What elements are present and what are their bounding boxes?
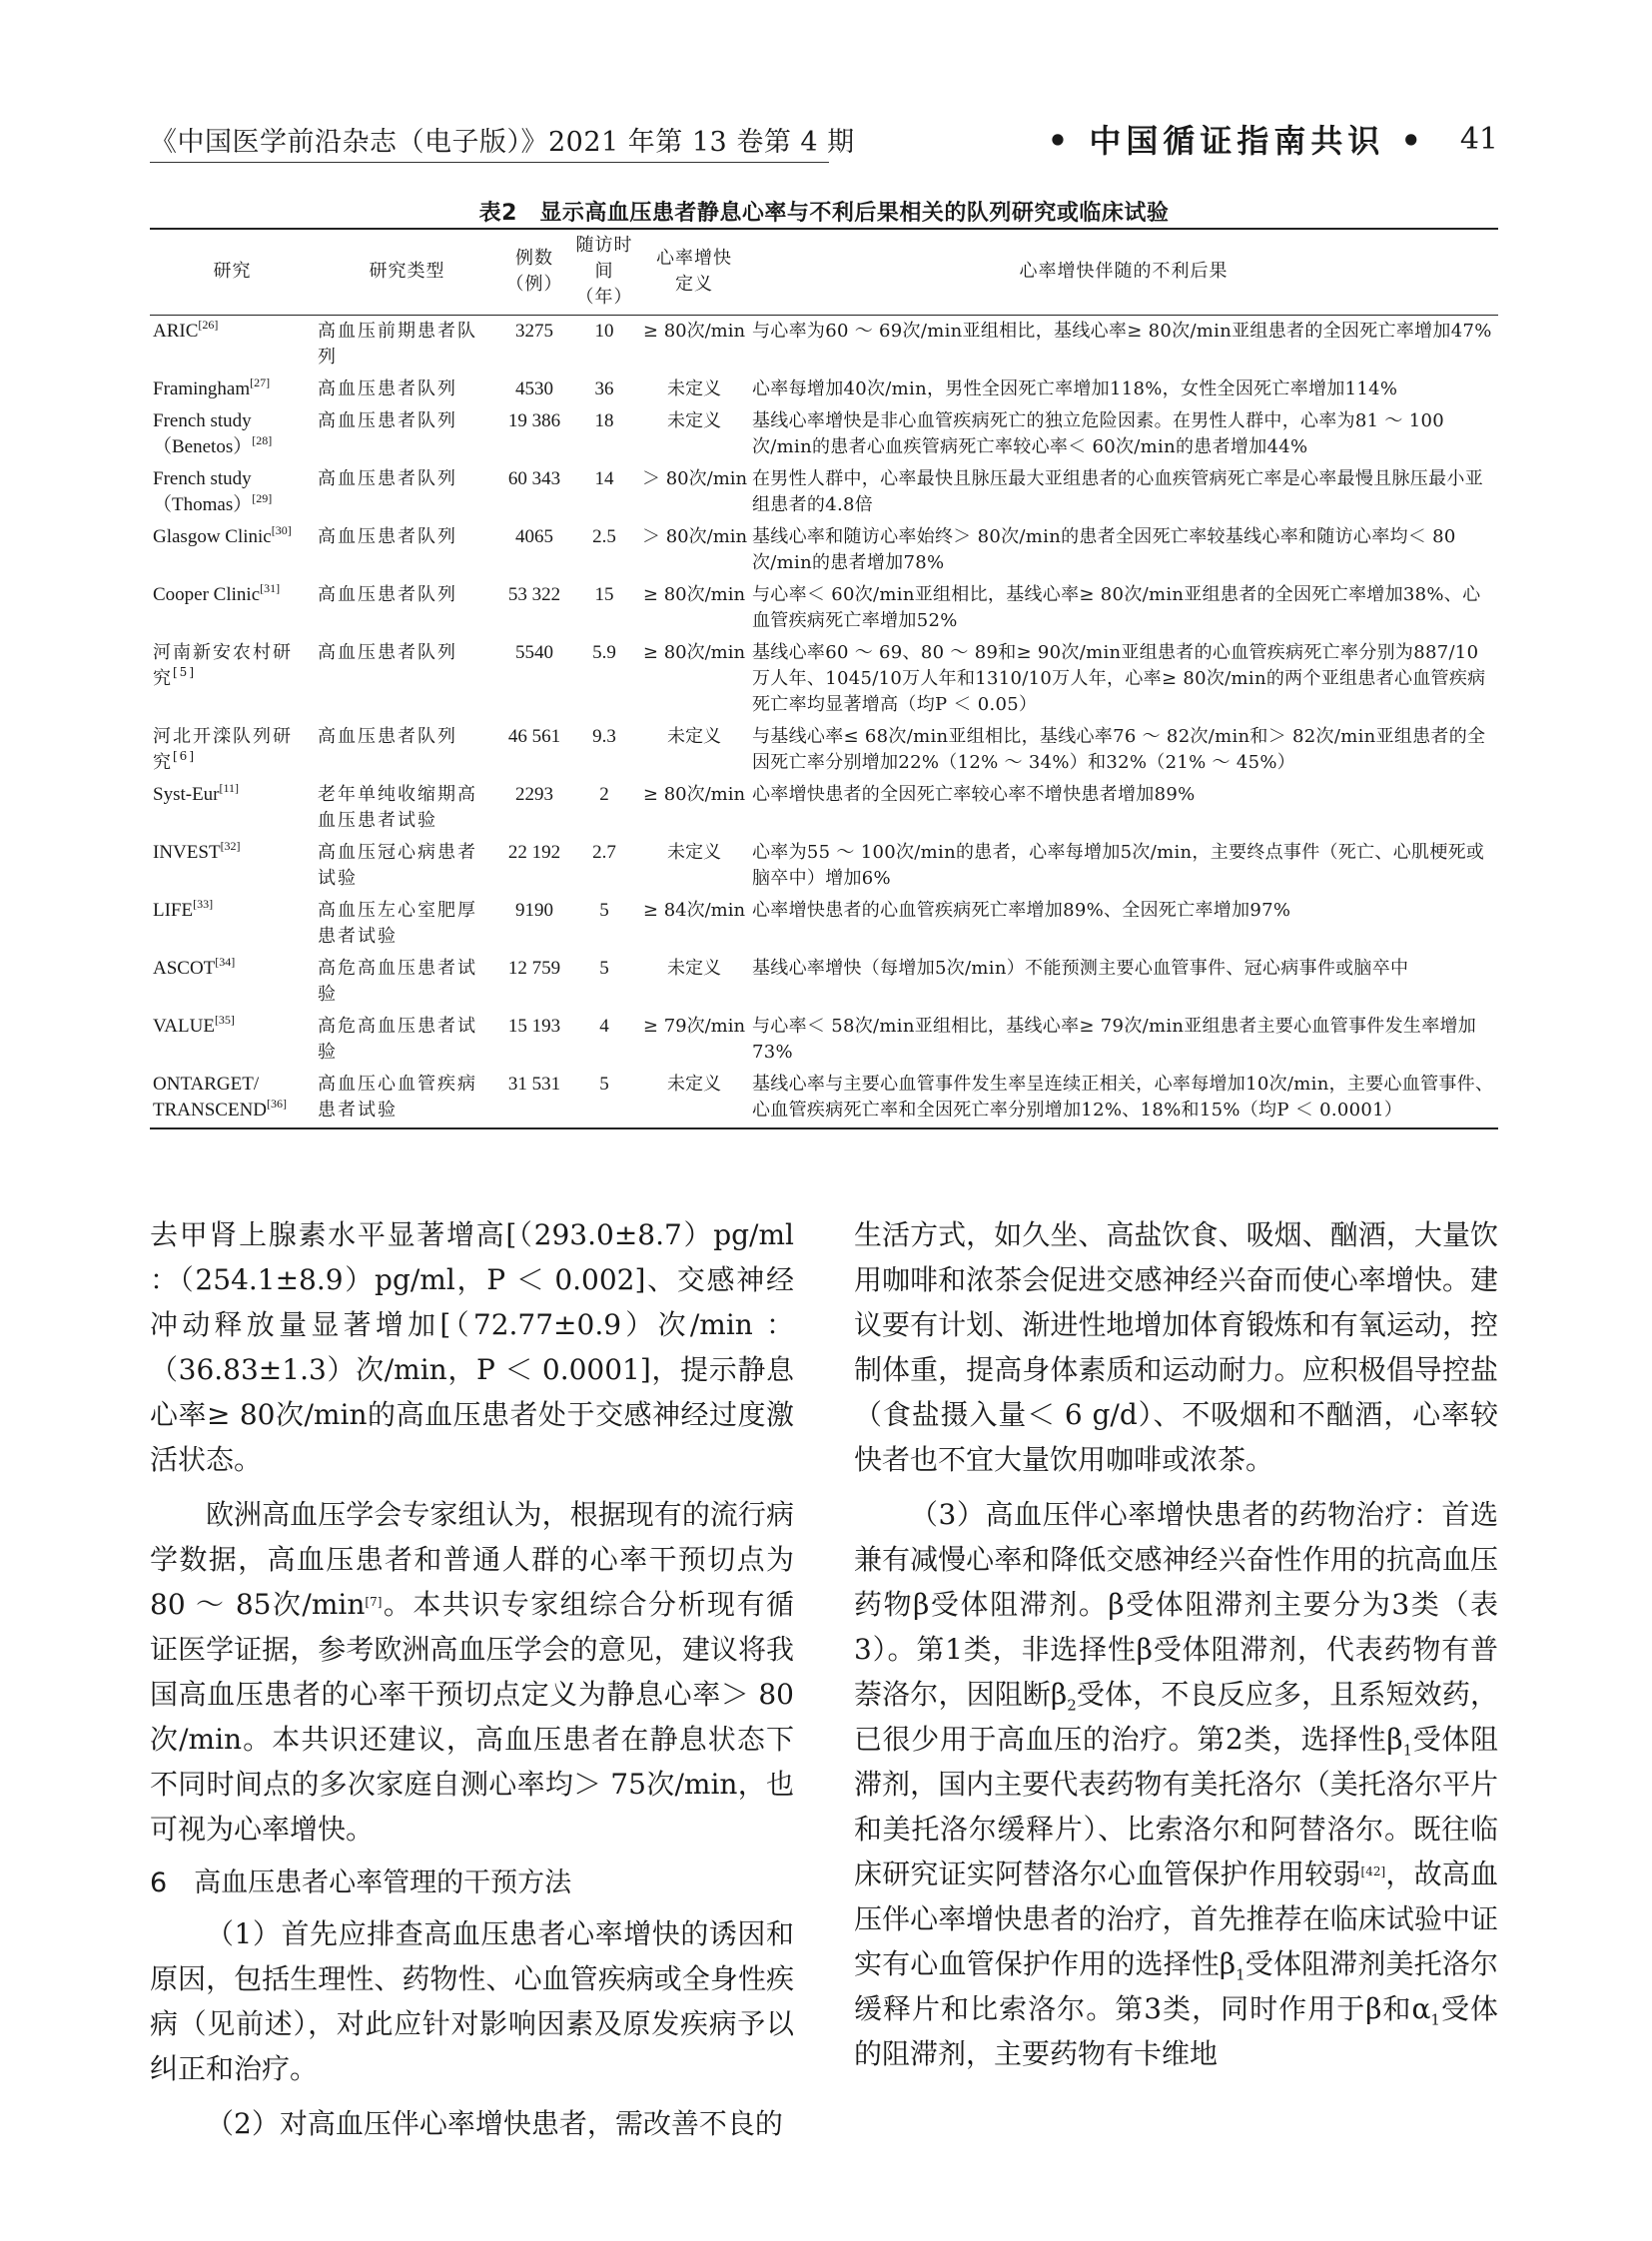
cell-study: 河北开滦队列研究[6] (153, 726, 293, 773)
cell-n: 9190 (515, 900, 553, 921)
cell-study: French study （Thomas）[29] (153, 468, 273, 515)
cell-definition: 未定义 (667, 726, 721, 747)
paragraph: （2）对高血压伴心率增快患者，需改善不良的 (206, 2107, 783, 2140)
cell-type: 高血压心血管疾病患者试验 (315, 1069, 499, 1128)
cell-study: Glasgow Clinic[30] (153, 523, 292, 547)
cell-type: 高血压患者队列 (318, 526, 457, 547)
header-definition: 心率增快 定义 (639, 229, 749, 316)
cell-n: 3275 (515, 321, 553, 342)
cell-type: 高血压患者队列 (318, 726, 457, 747)
table-row (150, 953, 1498, 1011)
header-n: 例数 （例） (499, 229, 569, 316)
cell-study: INVEST[32] (153, 839, 241, 863)
table-row (150, 637, 1498, 721)
table-row (150, 721, 1498, 779)
cell-outcome: 基线心率60 ～ 69、80 ～ 89和≥ 90次/min亚组患者的心血管疾病死亡率分别为887/10万人年、1045/10万人年和1310/10万人年，心率≥ 80次/min的两个亚组患者心血管疾病死亡率均显著增高（均P ＜ 0.05） (752, 642, 1486, 715)
cell-n: 22 192 (507, 842, 561, 863)
header-outcome: 心率增快伴随的不利后果 (749, 229, 1498, 316)
cell-type: 高危高血压患者试验 (318, 958, 477, 1005)
cell-study: ONTARGET/ TRANSCEND[36] (150, 1069, 315, 1128)
table-row (150, 895, 1498, 953)
cell-followup: 36 (594, 378, 614, 399)
cell-n: 53 322 (507, 584, 561, 605)
cell-outcome: 基线心率增快（每增加5次/min）不能预测主要心血管事件、冠心病事件或脑卒中 (752, 958, 1409, 979)
cell-study: VALUE[35] (153, 1013, 235, 1037)
page-number: 41 (1459, 122, 1498, 157)
cell-study: Syst-Eur[11] (153, 781, 240, 805)
cell-n: 2293 (515, 784, 553, 805)
cell-type: 高危高血压患者试验 (318, 1016, 477, 1063)
cell-study: 河南新安农村研究[5] (153, 642, 293, 689)
cell-definition: ≥ 84次/min (642, 900, 746, 921)
cell-outcome: 心率为55 ～ 100次/min的患者，心率每增加5次/min，主要终点事件（死亡、心肌梗死或脑卒中）增加6% (752, 842, 1485, 889)
cell-type: 高血压患者队列 (318, 410, 457, 431)
table-container (150, 228, 1498, 1129)
cell-type: 高血压患者队列 (318, 378, 457, 399)
cell-study: ARIC[26] (153, 318, 219, 342)
table-row (150, 779, 1498, 837)
table-row (150, 521, 1498, 579)
cell-definition: ≥ 80次/min (642, 784, 746, 805)
cell-n: 4530 (515, 378, 553, 399)
cell-type: 高血压患者队列 (318, 642, 457, 663)
table-caption: 表2 显示高血压患者静息心率与不利后果相关的队列研究或临床试验 (478, 201, 1170, 226)
header-followup: 随访时 间（年） (569, 229, 639, 316)
page-header (150, 116, 1498, 160)
cell-outcome: 与心率为60 ～ 69次/min亚组相比，基线心率≥ 80次/min亚组患者的全因死亡率增加47% (752, 321, 1492, 342)
header-type: 研究类型 (315, 229, 499, 316)
cell-type: 高血压患者队列 (318, 584, 457, 605)
cell-outcome: 基线心率增快是非心血管疾病死亡的独立危险因素。在男性人群中，心率为81 ～ 100次/min的患者心血疾管病死亡率较心率＜ 60次/min的患者增加44% (752, 410, 1444, 457)
cell-followup: 5 (569, 1069, 639, 1128)
cell-followup: 14 (594, 468, 614, 489)
table-row (150, 579, 1498, 637)
cell-definition: 未定义 (667, 410, 721, 431)
header-rule (150, 162, 829, 163)
cell-type: 高血压患者队列 (318, 468, 457, 489)
cell-type: 高血压左心室肥厚患者试验 (318, 900, 477, 947)
cell-outcome: 与心率＜ 58次/min亚组相比，基线心率≥ 79次/min亚组患者主要心血管事件发生率增加73% (752, 1016, 1477, 1063)
cell-followup: 2.7 (592, 842, 616, 863)
cell-n: 46 561 (507, 726, 561, 747)
cell-n: 60 343 (507, 468, 561, 489)
cell-type: 老年单纯收缩期高血压患者试验 (318, 784, 477, 831)
cell-definition: ＞ 80次/min (642, 468, 748, 489)
cell-n: 4065 (515, 526, 553, 547)
table-row (150, 1069, 1498, 1128)
table-row (150, 1011, 1498, 1069)
data-table (150, 228, 1498, 1129)
cell-study: LIFE[33] (153, 897, 214, 921)
cell-outcome: 与基线心率≤ 68次/min亚组相比，基线心率76 ～ 82次/min和＞ 82次/min亚组患者的全因死亡率分别增加22%（12% ～ 34%）和32%（21% ～ 45%） (752, 726, 1486, 773)
body-column-left (150, 1212, 794, 2146)
cell-definition: 未定义 (667, 378, 721, 399)
cell-followup: 15 (594, 584, 614, 605)
cell-study: ASCOT[34] (153, 955, 236, 979)
table-header-row (150, 229, 1498, 316)
cell-definition: 未定义 (667, 842, 721, 863)
cell-study: Cooper Clinic[31] (153, 581, 281, 605)
cell-followup: 5 (599, 900, 609, 921)
table-row (150, 374, 1498, 405)
cell-definition: 未定义 (667, 958, 721, 979)
table-row (150, 316, 1498, 374)
section-name: • 中国循证指南共识 • (1047, 122, 1426, 160)
cell-followup: 5.9 (592, 642, 616, 663)
cell-definition: ≥ 80次/min (642, 321, 746, 342)
paragraph: （3）高血压伴心率增快患者的药物治疗：首选兼有减慢心率和降低交感神经兴奋性作用的抗高血压药物β受体阻滞剂。β受体阻滞剂主要分为3类（表3）。第1类，非选择性β受体阻滞剂，代表药物有普萘洛尔，因阻断$\beta_2$受体，不良反应多，且系短效药，已很少用于高血压的治疗。第2类，选择性$\beta_1$受体阻滞剂，国内主要代表药物有美托洛尔（美托洛尔平片和美托洛尔缓释片）、比索洛尔和阿替洛尔。既往临床研究证实阿替洛尔心血管保护作用较弱[42]，故高血压伴心率增快患者的治疗，首先推荐在临床试验中证实有心血管保护作用的选择性$\beta_1$受体阻滞剂美托洛尔缓释片和比索洛尔。第3类，同时作用于β和$\alpha_1$受体的阻滞剂，主要药物有卡维地 (854, 1498, 1498, 2070)
cell-outcome: 心率增快患者的全因死亡率较心率不增快患者增加89% (752, 784, 1196, 805)
cell-definition: ＞ 80次/min (642, 526, 748, 547)
paragraph: 生活方式，如久坐、高盐饮食、吸烟、酗酒，大量饮用咖啡和浓茶会促进交感神经兴奋而使心率增快。建议要有计划、渐进性地增加体育锻炼和有氧运动，控制体重，提高身体素质和运动耐力。应积极倡导控盐（食盐摄入量＜ 6 g/d）、不吸烟和不酗酒，心率较快者也不宜大量饮用咖啡或浓茶。 (854, 1218, 1498, 1476)
body-column-right (854, 1212, 1498, 2076)
cell-followup: 10 (594, 321, 614, 342)
cell-followup: 4 (599, 1016, 609, 1037)
cell-type: 高血压前期患者队列 (318, 321, 477, 368)
cell-followup: 9.3 (592, 726, 616, 747)
section-heading: 6 高血压患者心率管理的干预方法 (150, 1868, 572, 1898)
cell-followup: 18 (594, 410, 614, 431)
paragraph: 去甲肾上腺素水平显著增高[（293.0±8.7）pg/ml ：（254.1±8.9）pg/ml，P ＜ 0.002]、交感神经冲动释放量显著增加[（72.77±0.9）次/min ：（36.83±1.3）次/min，P ＜ 0.0001]，提示静息心率≥ 80次/min的高血压患者处于交感神经过度激活状态。 (150, 1218, 794, 1476)
cell-definition: 未定义 (639, 1069, 749, 1128)
cell-n: 15 193 (507, 1016, 561, 1037)
table-row (150, 837, 1498, 895)
cell-n: 12 759 (507, 958, 561, 979)
table-row (150, 405, 1498, 463)
cell-outcome: 在男性人群中，心率最快且脉压最大亚组患者的心血疾管病死亡率是心率最慢且脉压最小亚组患者的4.8倍 (752, 468, 1483, 515)
cell-definition: ≥ 80次/min (642, 642, 746, 663)
journal-title: 《中国医学前沿杂志（电子版）》2021 年第 13 卷第 4 期 (150, 127, 855, 158)
cell-followup: 5 (599, 958, 609, 979)
cell-outcome: 心率增快患者的心血管疾病死亡率增加89%、全因死亡率增加97% (752, 900, 1291, 921)
table-row (150, 463, 1498, 521)
cell-n: 19 386 (507, 410, 561, 431)
cell-definition: ≥ 80次/min (642, 584, 746, 605)
cell-study: Framingham[27] (153, 375, 271, 399)
header-study: 研究 (150, 229, 315, 316)
cell-study: French study （Benetos）[28] (153, 410, 273, 457)
cell-outcome: 与心率＜ 60次/min亚组相比，基线心率≥ 80次/min亚组患者的全因死亡率增加38%、心血管疾病死亡率增加52% (752, 584, 1481, 631)
cell-outcome: 基线心率与主要心血管事件发生率呈连续正相关，心率每增加10次/min，主要心血管事件、心血管疾病死亡率和全因死亡率分别增加12%、18%和15%（均P ＜ 0.0001） (749, 1069, 1498, 1128)
cell-type: 高血压冠心病患者试验 (318, 842, 477, 889)
cell-n: 31 531 (499, 1069, 569, 1128)
cell-n: 5540 (515, 642, 553, 663)
paragraph: （1）首先应排查高血压患者心率增快的诱因和原因，包括生理性、药物性、心血管疾病或全身性疾病（见前述），对此应针对影响因素及原发疾病予以纠正和治疗。 (150, 1917, 794, 2085)
cell-followup: 2 (599, 784, 609, 805)
cell-outcome: 基线心率和随访心率始终＞ 80次/min的患者全因死亡率较基线心率和随访心率均＜ 80次/min的患者增加78% (752, 526, 1456, 573)
cell-definition: ≥ 79次/min (642, 1016, 746, 1037)
paragraph: 欧洲高血压学会专家组认为，根据现有的流行病学数据，高血压患者和普通人群的心率干预切点为80 ～ 85次/min[7]。本共识专家组综合分析现有循证医学证据，参考欧洲高血压学会的意见，建议将我国高血压患者的心率干预切点定义为静息心率＞ 80次/min。本共识还建议，高血压患者在静息状态下不同时间点的多次家庭自测心率均＞ 75次/min，也可视为心率增快。 (150, 1498, 794, 1846)
cell-followup: 2.5 (592, 526, 616, 547)
cell-outcome: 心率每增加40次/min，男性全因死亡率增加118%，女性全因死亡率增加114% (752, 378, 1398, 399)
